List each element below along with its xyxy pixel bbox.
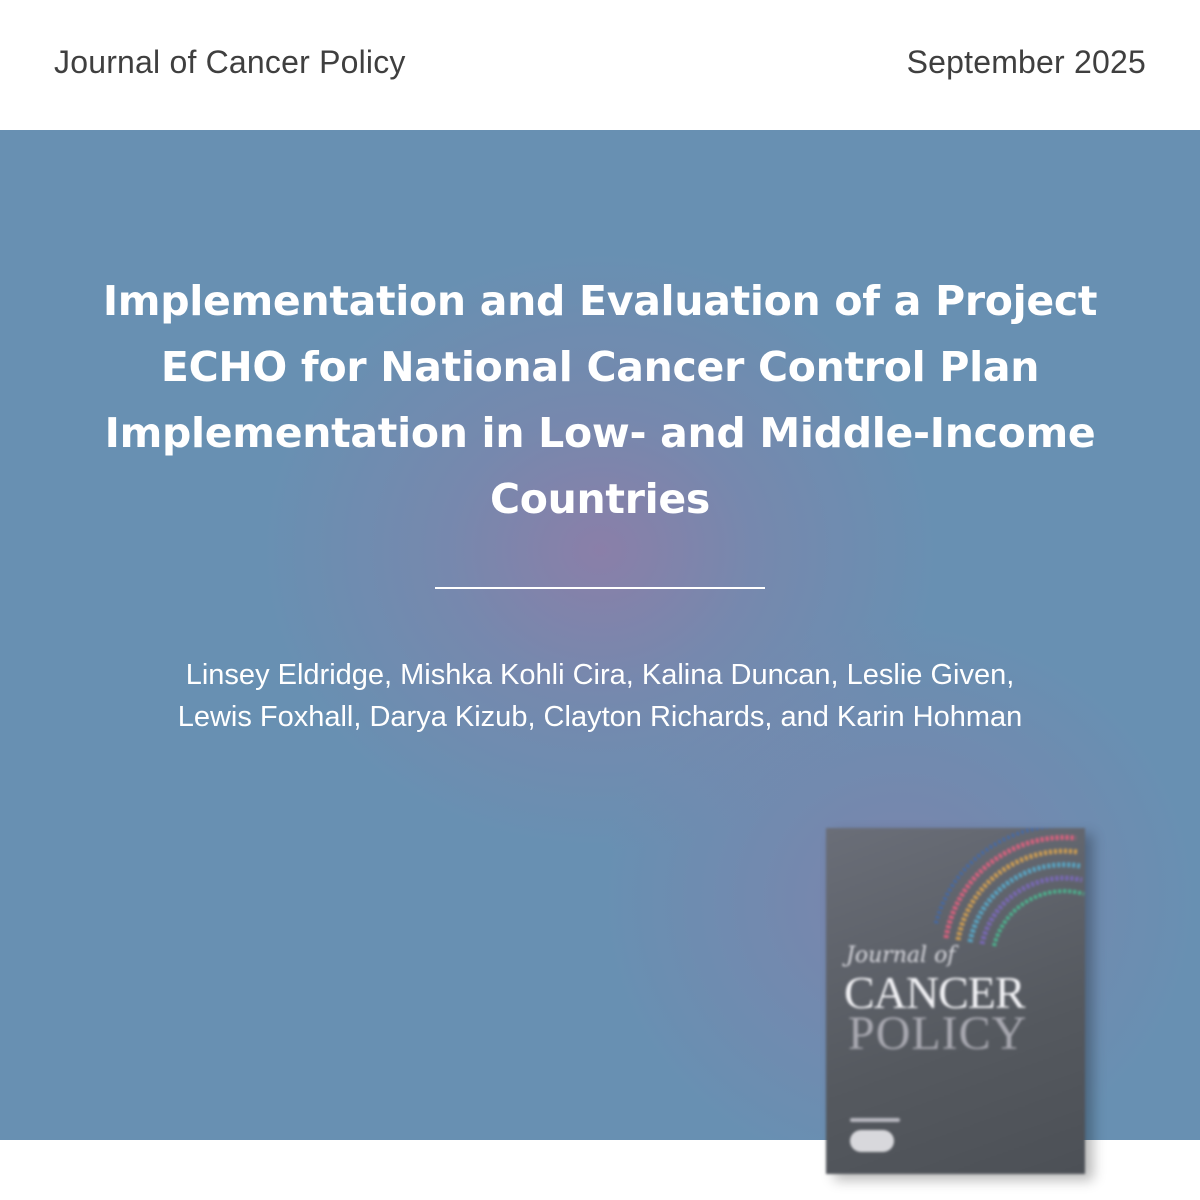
article-title: Implementation and Evaluation of a Project ECHO for National Cancer Control Plan Implementation in Low- and Middle-Income Countries — [102, 277, 1098, 523]
cover-fine-print — [850, 1118, 900, 1122]
publication-date: September 2025 — [906, 44, 1146, 80]
header — [0, 0, 1200, 130]
authors-line-2: Lewis Foxhall, Darya Kizub, Clayton Richards, and Karin Hohman — [177, 701, 1023, 733]
cover-policy-wordmark: POLICY — [848, 1007, 1028, 1060]
authors-line-1: Linsey Eldridge, Mishka Kohli Cira, Kalina Duncan, Leslie Given, — [185, 659, 1015, 691]
journal-cover-image — [826, 828, 1085, 1174]
title-divider — [435, 587, 765, 589]
cover-arc-graphic — [926, 828, 1085, 948]
journal-name: Journal of Cancer Policy — [54, 44, 406, 80]
cover-cancer-wordmark: CANCER — [844, 967, 1025, 1018]
cover-journal-of: Journal of — [846, 943, 956, 968]
article-authors — [80, 654, 1120, 738]
publisher-logo — [850, 1130, 894, 1152]
